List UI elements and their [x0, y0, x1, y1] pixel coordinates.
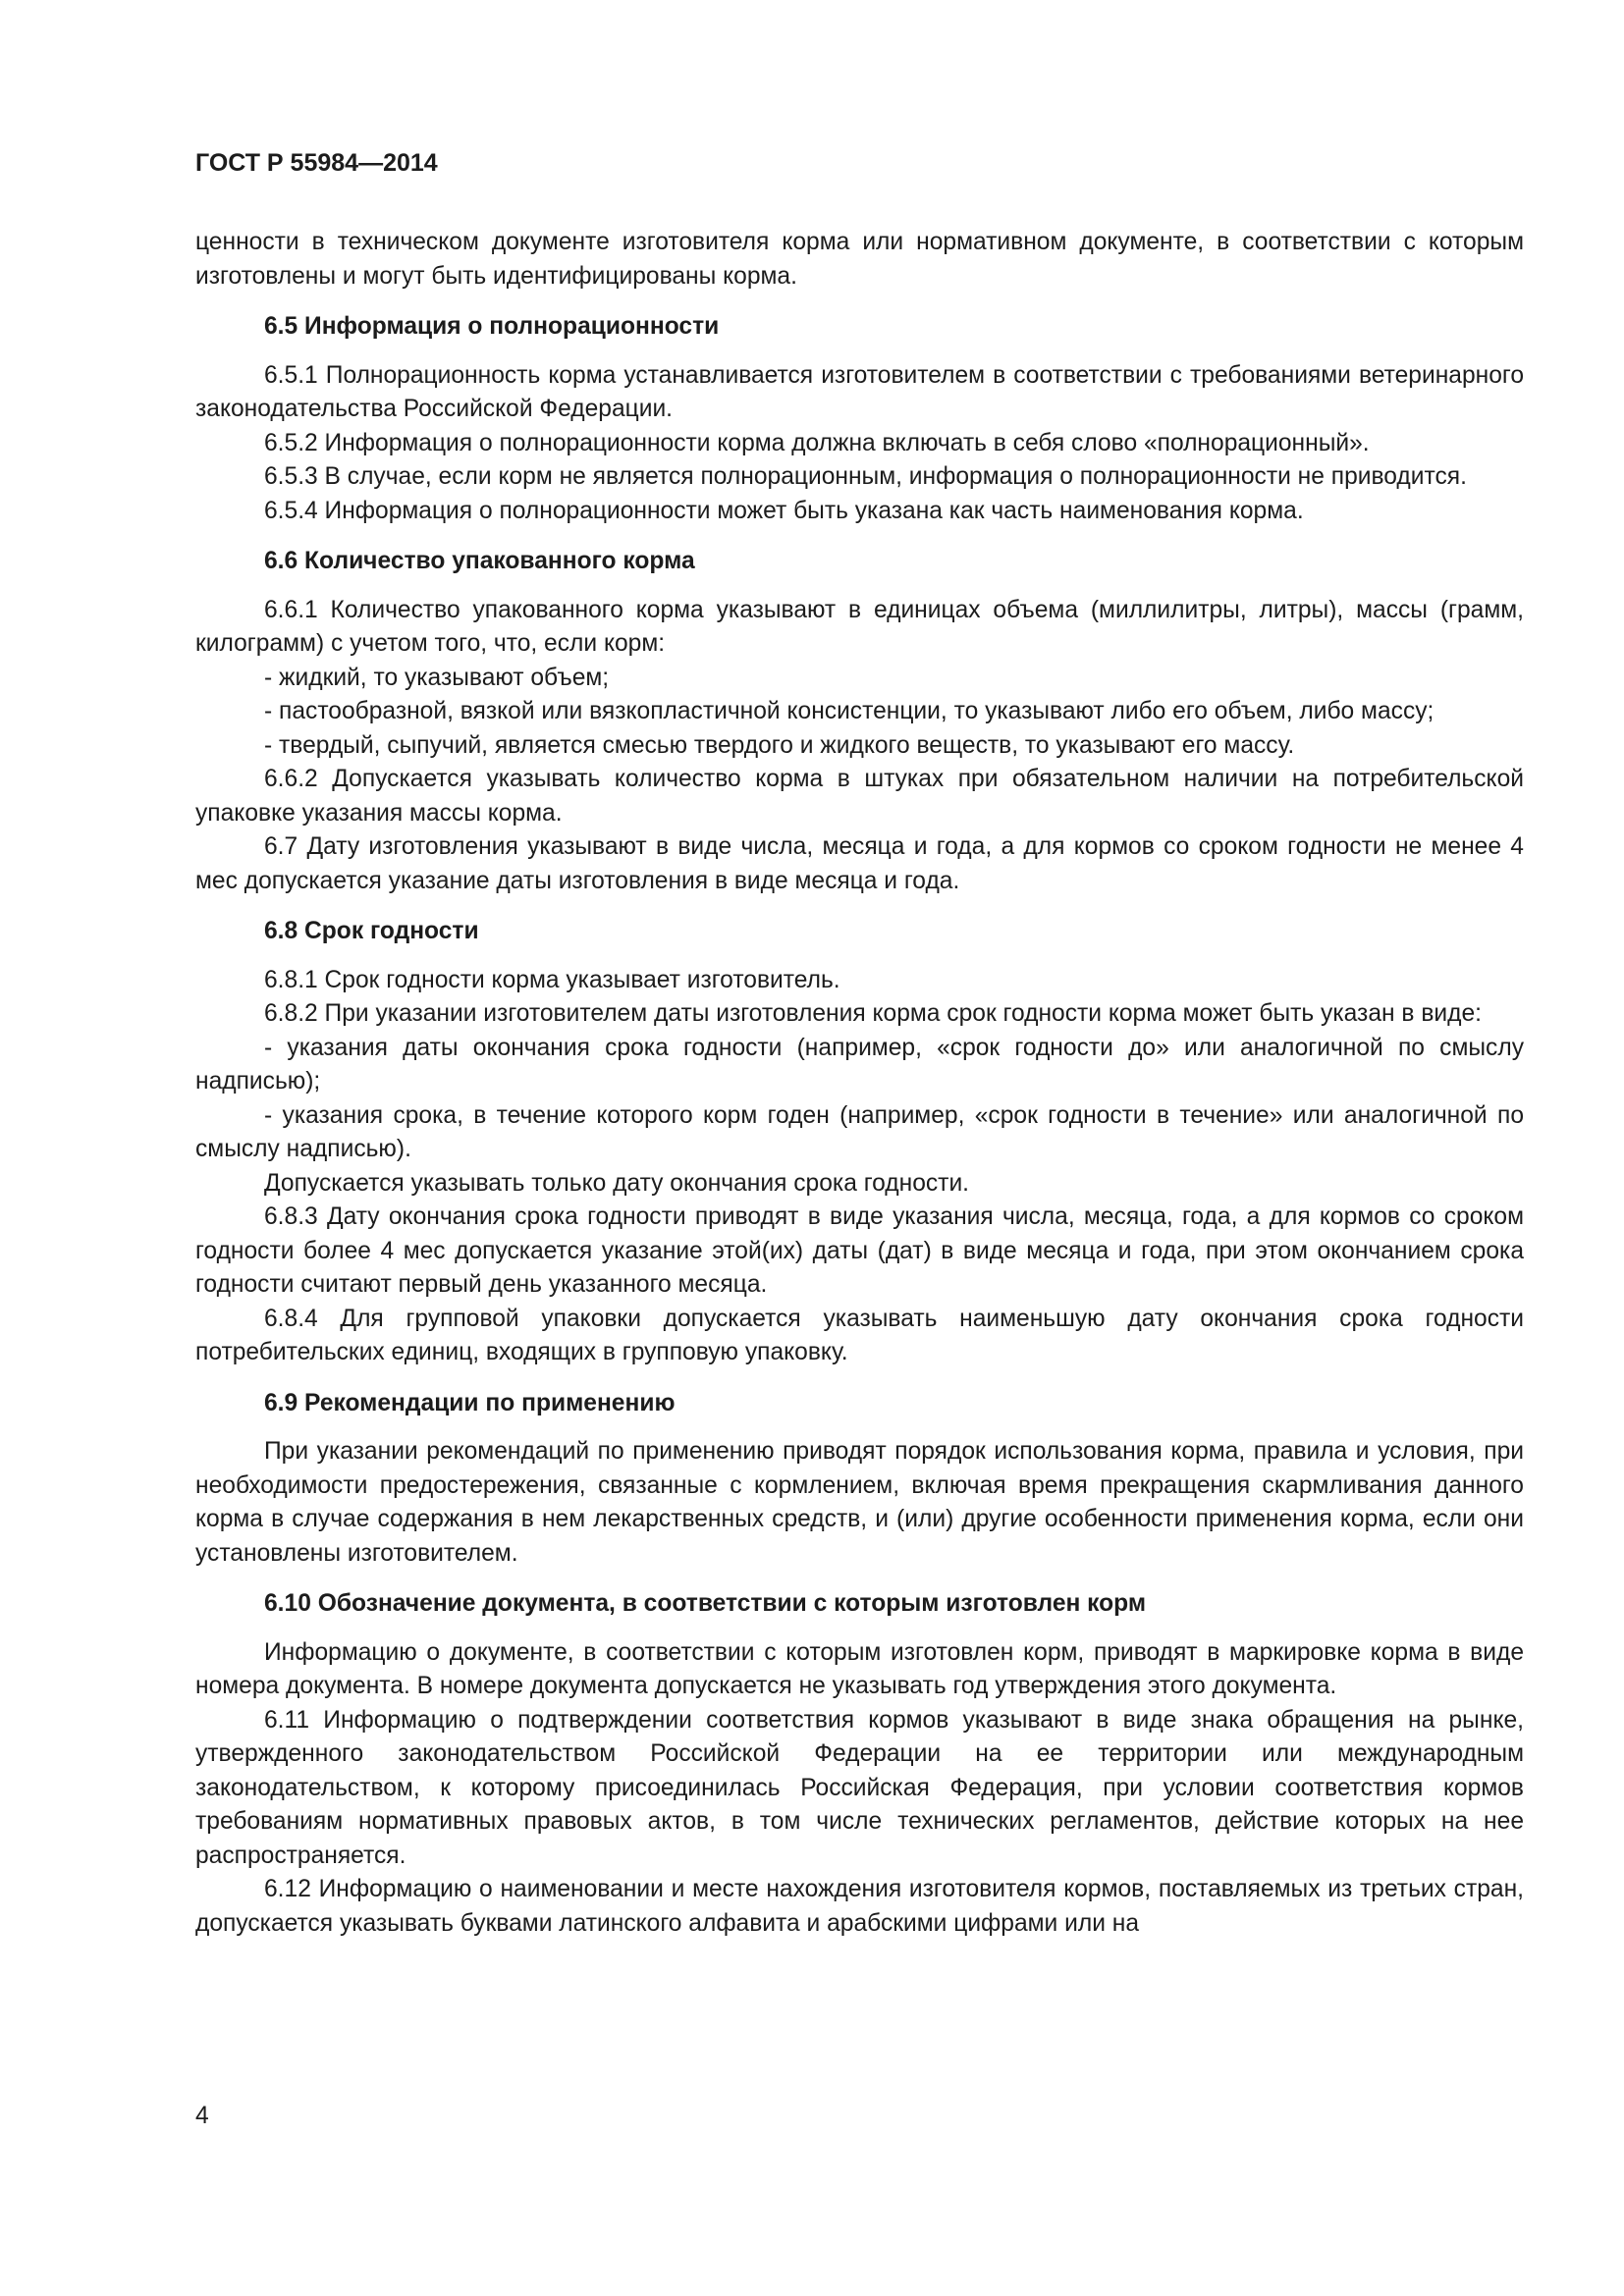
document-body — [195, 226, 1524, 1941]
lead-paragraph: ценности в техническом документе изготовителя корма или нормативном документе, в соответствии с которым изготовлены и могут быть идентифицированы корма. — [195, 229, 1524, 290]
paragraph: 6.12 Информацию о наименовании и месте нахождения изготовителя кормов, поставляемых из третьих стран, допускается указывать буквами латинского алфавита и арабскими цифрами или на — [195, 1876, 1524, 1937]
section-heading-6-10: 6.10 Обозначение документа, в соответствии с которым изготовлен корм — [264, 1590, 1147, 1617]
list-item: - пастообразной, вязкой или вязкопластичной консистенции, то указывают либо его объем, либо массу; — [264, 698, 1435, 724]
paragraph: Информацию о документе, в соответствии с которым изготовлен корм, приводят в маркировке корма в виде номера документа. В номере документа допускается не указывать год утверждения этого документа. — [195, 1638, 1524, 1699]
list-item: - жидкий, то указывают объем; — [264, 664, 610, 691]
paragraph: 6.11 Информацию о подтверждении соответствия кормов указывают в виде знака обращения на рынке, утвержденного законодательством Российской Федерации на ее территории или международным законодательством, к которому присоединилась Российская Федерация, при условии соответствия кормов требованиям нормативных правовых актов, в том числе технических регламентов, действие которых на нее распространяется. — [195, 1706, 1524, 1869]
paragraph: При указании рекомендаций по применению приводят порядок использования корма, правила и условия, при необходимости предостережения, связанные с кормлением, включая время прекращения скармливания данного корма в случае содержания в нем лекарственных средств, и (или) другие особенности применения корма, если они установлены изготовителем. — [195, 1438, 1524, 1567]
document-header: ГОСТ Р 55984—2014 — [195, 149, 438, 177]
paragraph: 6.5.1 Полнорационность корма устанавливается изготовителем в соответствии с требованиями ветеринарного законодательства Российской Федерации. — [195, 361, 1524, 422]
paragraph: 6.8.1 Срок годности корма указывает изготовитель. — [264, 966, 840, 993]
list-item: - твердый, сыпучий, является смесью твердого и жидкого веществ, то указывают его массу. — [264, 731, 1295, 759]
list-item: - указания даты окончания срока годности (например, «срок годности до» или аналогичной по смыслу надписью); — [195, 1034, 1524, 1095]
paragraph: 6.8.3 Дату окончания срока годности приводят в виде указания числа, месяца, года, а для кормов со сроком годности более 4 мес допускается указание этой(их) даты (дат) в виде месяца и года, при этом окончанием срока годности считают первый день указанного месяца. — [195, 1203, 1524, 1298]
list-item: - указания срока, в течение которого корм годен (например, «срок годности в течение» или аналогичной по смыслу надписью). — [195, 1101, 1524, 1162]
paragraph: 6.8.4 Для групповой упаковки допускается указывать наименьшую дату окончания срока годности потребительских единиц, входящих в групповую упаковку. — [195, 1305, 1524, 1365]
paragraph: 6.5.4 Информация о полнорационности может быть указана как часть наименования корма. — [264, 497, 1304, 524]
paragraph: 6.6.2 Допускается указывать количество корма в штуках при обязательном наличии на потребительской упаковке указания массы корма. — [195, 766, 1524, 827]
paragraph: 6.6.1 Количество упакованного корма указывают в единицах объема (миллилитры, литры), массы (грамм, килограмм) с учетом того, что, если корм: — [195, 596, 1524, 657]
section-heading-6-8: 6.8 Срок годности — [264, 918, 479, 944]
paragraph: 6.8.2 При указании изготовителем даты изготовления корма срок годности корма может быть указан в виде: — [264, 1000, 1482, 1027]
paragraph: Допускается указывать только дату окончания срока годности. — [264, 1169, 970, 1197]
paragraph: 6.7 Дату изготовления указывают в виде числа, месяца и года, а для кормов со сроком годности не менее 4 мес допускается указание даты изготовления в виде месяца и года. — [195, 833, 1524, 894]
section-heading-6-5: 6.5 Информация о полнорационности — [264, 313, 720, 340]
paragraph: 6.5.2 Информация о полнорационности корма должна включать в себя слово «полнорационный». — [264, 429, 1370, 456]
section-heading-6-9: 6.9 Рекомендации по применению — [264, 1389, 676, 1416]
paragraph: 6.5.3 В случае, если корм не является полнорационным, информация о полнорационности не приводится. — [264, 463, 1467, 490]
page-number: 4 — [195, 2103, 209, 2129]
section-heading-6-6: 6.6 Количество упакованного корма — [264, 548, 695, 574]
